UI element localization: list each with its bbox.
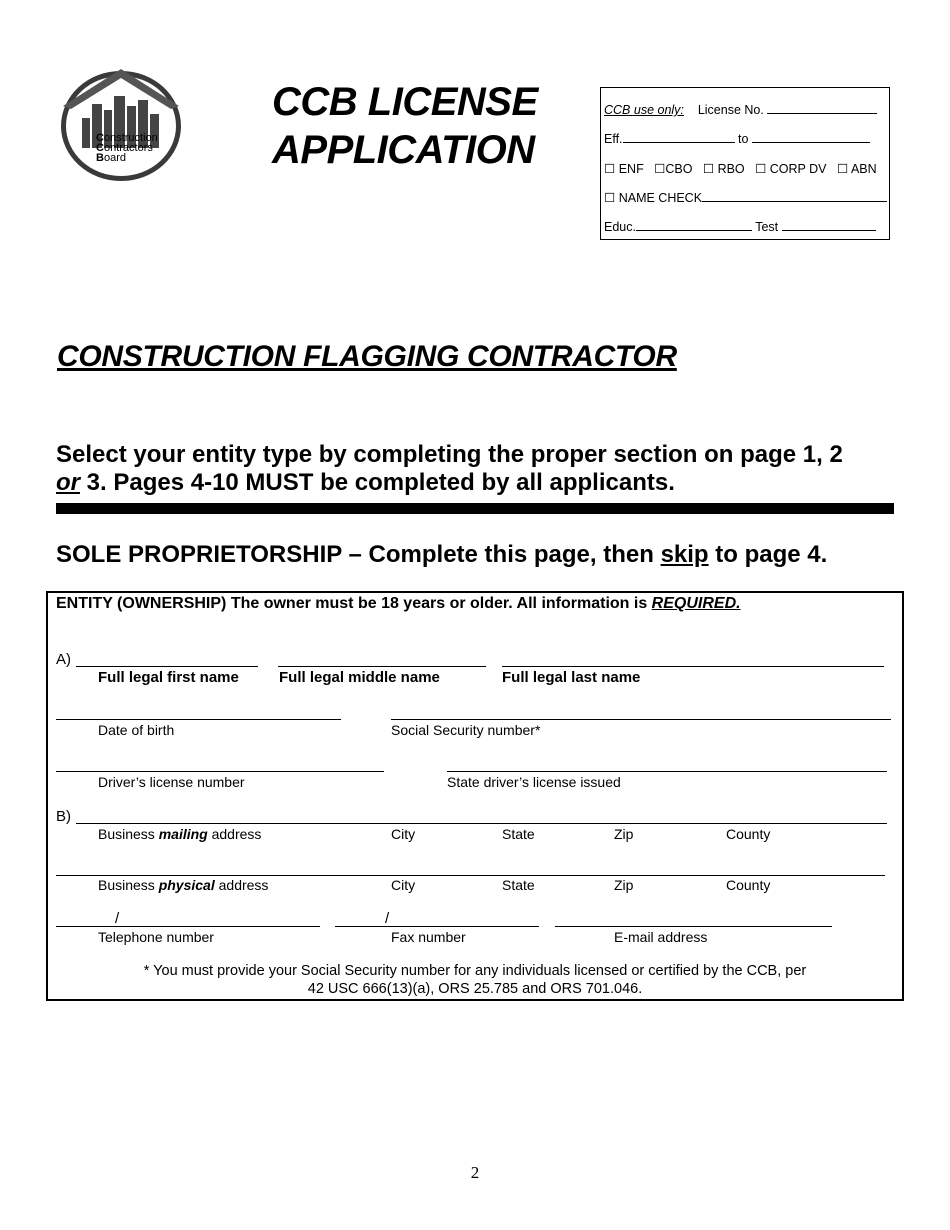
name-check-label: NAME CHECK [618,191,703,205]
physical-word: physical [158,877,215,893]
checkbox-label-abn: ABN [850,162,877,176]
checkbox-enf[interactable] [604,162,644,176]
logo-initial-c2: C [96,142,104,154]
checkbox-label-corp-dv: CORP DV [769,162,827,176]
physical-county-label: County [726,877,771,893]
eff-from-field[interactable] [623,132,735,143]
mailing-address-label [98,826,261,842]
ssn-label: Social Security number* [391,722,541,738]
sole-proprietorship-heading [56,541,827,569]
telephone-field[interactable] [56,926,320,927]
checkbox-label-enf: ENF [618,162,644,176]
physical-address-field[interactable] [56,875,885,876]
checkbox-rbo[interactable] [703,162,745,176]
license-no-label: License No. [697,103,764,117]
physical-state-label: State [502,877,535,893]
physical-zip-label: Zip [614,877,634,893]
title-line-1: CCB LICENSE [272,80,538,124]
license-no-field[interactable] [767,103,877,114]
last-name-field[interactable] [502,666,884,667]
eff-label: Eff. [604,132,623,146]
first-name-field[interactable] [76,666,258,667]
dl-state-label: State driver’s license issued [447,774,621,790]
ssn-field[interactable] [391,719,891,720]
last-name-label: Full legal last name [502,669,641,686]
mailing-zip-label: Zip [614,826,634,842]
instructions-part2: 3. Pages 4-10 MUST be completed by all applicants. [80,469,675,496]
title-line-2: APPLICATION [272,128,535,172]
email-field[interactable] [555,926,832,927]
telephone-label: Telephone number [98,929,214,945]
logo-line3: oard [103,152,126,164]
logo-initial-b: B [96,152,104,164]
first-name-label: Full legal first name [98,669,239,686]
business-word: Business [98,877,159,893]
checkbox-icon: ☐ [702,162,715,176]
logo-line2: ontractors [103,142,153,154]
section-divider [56,503,894,514]
telephone-slash: / [115,910,120,927]
sole-part1: SOLE PROPRIETORSHIP – Complete this page, then [56,541,661,568]
logo-initial-c1: C [96,132,104,144]
entity-type-instructions [56,441,896,497]
test-field[interactable] [782,220,876,231]
dob-label: Date of birth [98,722,175,738]
checkbox-name-check[interactable] [604,191,702,205]
physical-address-label [98,877,268,893]
fax-field[interactable] [335,926,539,927]
mailing-state-label: State [502,826,535,842]
instructions-or: or [56,469,80,496]
required-label: REQUIRED. [651,595,741,612]
contractor-type-heading: CONSTRUCTION FLAGGING CONTRACTOR [57,340,677,373]
educ-field[interactable] [636,220,752,231]
sole-part2: to page 4. [708,541,828,568]
checkbox-cbo[interactable] [654,162,692,176]
checkbox-icon: ☐ [604,191,616,205]
to-label: to [738,132,749,146]
checkbox-icon: ☐ [654,162,666,176]
section-a-marker: A) [56,651,71,668]
mailing-word: mailing [158,826,208,842]
dob-field[interactable] [56,719,341,720]
instructions-part1: Select your entity type by completing the proper section on page 1, 2 [56,441,843,468]
address-word: address [214,877,269,893]
checkbox-corp-dv[interactable] [755,162,826,176]
dl-number-label: Driver’s license number [98,774,245,790]
eff-to-field[interactable] [752,132,870,143]
sole-skip: skip [660,541,709,568]
educ-label: Educ. [604,220,636,234]
ccb-logo [58,66,184,184]
form-title-text: ENTITY (OWNERSHIP) The owner must be 18 years or older. All information is [56,595,652,612]
checkbox-icon: ☐ [836,162,849,176]
checkbox-label-rbo: RBO [717,162,745,176]
page-number: 2 [470,1163,480,1182]
note-line-1: * You must provide your Social Security number for any individuals licensed or certified by the CCB, per [143,963,807,979]
logo-line1: onstruction [103,132,158,144]
mailing-city-label: City [391,826,416,842]
note-line-2: 42 USC 666(13)(a), ORS 25.785 and ORS 701.046. [307,981,643,997]
ccb-logo-icon [58,66,184,184]
mailing-county-label: County [726,826,771,842]
name-check-field[interactable] [702,191,887,202]
mailing-address-field[interactable] [76,823,887,824]
ssn-requirement-note [60,962,890,998]
business-word: Business [98,826,159,842]
checkbox-icon: ☐ [604,162,616,176]
dl-number-field[interactable] [56,771,384,772]
application-title [272,78,538,174]
section-b-marker: B) [56,808,71,825]
address-word: address [207,826,262,842]
form-title [56,595,741,613]
middle-name-field[interactable] [278,666,486,667]
dl-state-field[interactable] [447,771,887,772]
fax-slash: / [385,910,390,927]
test-label: Test [755,220,779,234]
email-label: E-mail address [614,929,708,945]
fax-label: Fax number [391,929,466,945]
checkbox-icon: ☐ [755,162,767,176]
physical-city-label: City [391,877,416,893]
checkbox-label-cbo: CBO [665,162,693,176]
checkbox-abn[interactable] [837,162,877,176]
ccb-use-only-box [600,87,890,240]
ccb-use-only-label: CCB use only: [604,103,684,117]
middle-name-label: Full legal middle name [279,669,440,686]
